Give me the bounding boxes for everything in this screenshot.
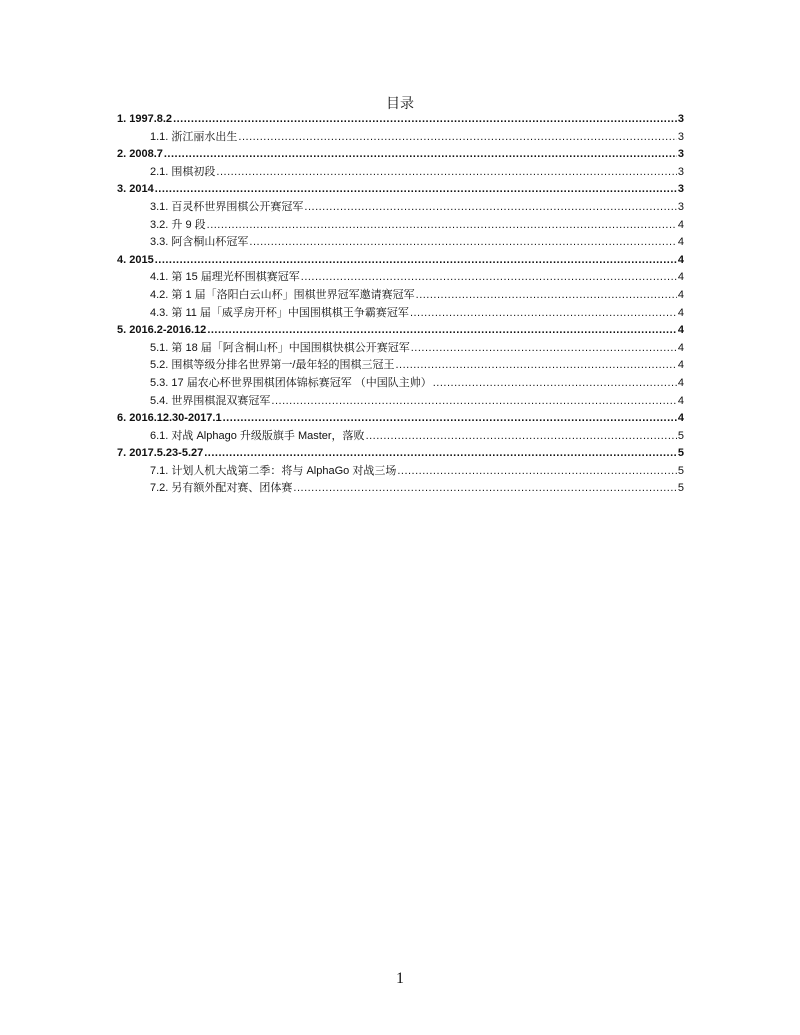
- toc-entry-text: 5.2. 围棋等级分排名世界第一/最年轻的围棋三冠王: [150, 359, 395, 372]
- toc-entry[interactable]: [117, 217, 684, 235]
- toc-title: 目录: [386, 96, 414, 112]
- toc-entry[interactable]: [117, 322, 684, 340]
- toc-entry-page: 3: [677, 113, 684, 125]
- toc-entry[interactable]: [117, 410, 684, 428]
- toc-entry-page: 5: [677, 464, 684, 477]
- dot-leader: [416, 287, 677, 305]
- toc-entry-page: 3: [677, 183, 684, 196]
- toc-entry-page: 5: [677, 447, 684, 460]
- toc-entry-page: 4: [677, 236, 684, 249]
- dot-leader: [395, 357, 676, 375]
- dot-leader: [397, 463, 677, 481]
- dot-leader: [304, 199, 676, 217]
- toc-entry[interactable]: [117, 357, 684, 375]
- dot-leader: [366, 428, 677, 446]
- toc-entry[interactable]: [117, 445, 684, 463]
- toc-entry-text: 3.1. 百灵杯世界围棋公开赛冠军: [150, 200, 304, 213]
- dot-leader: [155, 252, 677, 270]
- page-number: 1: [396, 970, 404, 987]
- toc-entry-text: 4. 2015: [117, 253, 154, 266]
- toc-entry[interactable]: [117, 164, 684, 182]
- toc-entry-text: 4.2. 第 1 届「洛阳白云山杯」围棋世界冠军邀请赛冠军: [150, 288, 415, 301]
- toc-entry-page: 5: [677, 429, 684, 442]
- toc-entry-text: 5.4. 世界围棋混双赛冠军: [150, 394, 271, 407]
- dot-leader: [271, 393, 676, 411]
- toc-entry-text: 1.1. 浙江丽水出生: [150, 130, 238, 143]
- dot-leader: [207, 217, 677, 235]
- toc-entry[interactable]: [117, 199, 684, 217]
- toc-entry-text: 2. 2008.7: [117, 148, 163, 161]
- dot-leader: [411, 340, 677, 358]
- toc-entry-text: 5. 2016.2-2016.12: [117, 324, 207, 337]
- toc-entry[interactable]: [117, 129, 684, 147]
- toc-entry-page: 3: [677, 165, 684, 178]
- toc-entry-page: 3: [677, 148, 684, 161]
- toc-entry-text: 4.3. 第 11 届「威孚房开杯」中国围棋棋王争霸赛冠军: [150, 306, 409, 319]
- toc-entry[interactable]: [117, 393, 684, 411]
- toc-entry-page: 4: [677, 341, 684, 354]
- toc-entry[interactable]: [117, 463, 684, 481]
- toc-entry[interactable]: [117, 480, 684, 498]
- toc-entry[interactable]: [117, 287, 684, 305]
- toc-entry-page: 4: [677, 376, 684, 389]
- toc-entry[interactable]: [117, 340, 684, 358]
- dot-leader: [204, 445, 677, 463]
- dot-leader: [173, 111, 677, 129]
- dot-leader: [164, 146, 677, 164]
- toc-entry-page: 4: [677, 359, 684, 372]
- dot-leader: [207, 322, 677, 340]
- toc-entry-page: 4: [677, 288, 684, 301]
- toc-entry[interactable]: [117, 111, 684, 129]
- toc-entry[interactable]: [117, 252, 684, 270]
- toc-entry-page: 4: [677, 218, 684, 231]
- toc-entry[interactable]: [117, 181, 684, 199]
- toc-entry-text: 3.3. 阿含桐山杯冠军: [150, 236, 249, 249]
- toc-entry[interactable]: [117, 234, 684, 252]
- toc-entry-text: 3. 2014: [117, 183, 154, 196]
- toc-entry-text: 7.1. 计划人机大战第二季：将与 AlphaGo 对战三场: [150, 464, 397, 477]
- toc-entry-page: 5: [677, 482, 684, 495]
- toc-entry-text: 6.1. 对战 Alphago 升级版旗手 Master，落败: [150, 429, 365, 442]
- toc-entry-text: 5.1. 第 18 届「阿含桐山杯」中国围棋快棋公开赛冠军: [150, 341, 410, 354]
- dot-leader: [249, 234, 676, 252]
- toc-entry-text: 7. 2017.5.23-5.27: [117, 447, 204, 460]
- toc-entry[interactable]: [117, 428, 684, 446]
- toc-entry-page: 4: [677, 324, 684, 337]
- dot-leader: [293, 480, 676, 498]
- toc-entry-text: 4.1. 第 15 届理光杯围棋赛冠军: [150, 271, 300, 284]
- toc-entry[interactable]: [117, 375, 684, 393]
- dot-leader: [155, 181, 677, 199]
- toc-entry-text: 3.2. 升 9 段: [150, 218, 206, 231]
- dot-leader: [223, 410, 677, 428]
- dot-leader: [216, 164, 676, 182]
- toc-entry-text: 7.2. 另有额外配对赛、团体赛: [150, 482, 293, 495]
- toc-entry-page: 4: [677, 271, 684, 284]
- toc-entry-text: 2.1. 围棋初段: [150, 165, 216, 178]
- toc-entry-text: 5.3. 17 届农心杯世界围棋团体锦标赛冠军 （中国队主帅）: [150, 376, 432, 389]
- toc-entry-page: 4: [677, 306, 684, 319]
- toc-entry-page: 4: [677, 412, 684, 425]
- dot-leader: [301, 269, 677, 287]
- toc-entry-page: 3: [677, 130, 684, 143]
- toc-entry[interactable]: [117, 305, 684, 323]
- table-of-contents: [117, 111, 684, 498]
- toc-entry-text: 1. 1997.8.2: [117, 113, 173, 125]
- dot-leader: [410, 305, 677, 323]
- toc-entry[interactable]: [117, 269, 684, 287]
- toc-entry-page: 3: [677, 200, 684, 213]
- toc-entry-page: 4: [677, 394, 684, 407]
- toc-entry[interactable]: [117, 146, 684, 164]
- toc-entry-page: 4: [677, 253, 684, 266]
- toc-entry-text: 6. 2016.12.30-2017.1: [117, 412, 222, 425]
- dot-leader: [433, 375, 677, 393]
- dot-leader: [238, 129, 676, 147]
